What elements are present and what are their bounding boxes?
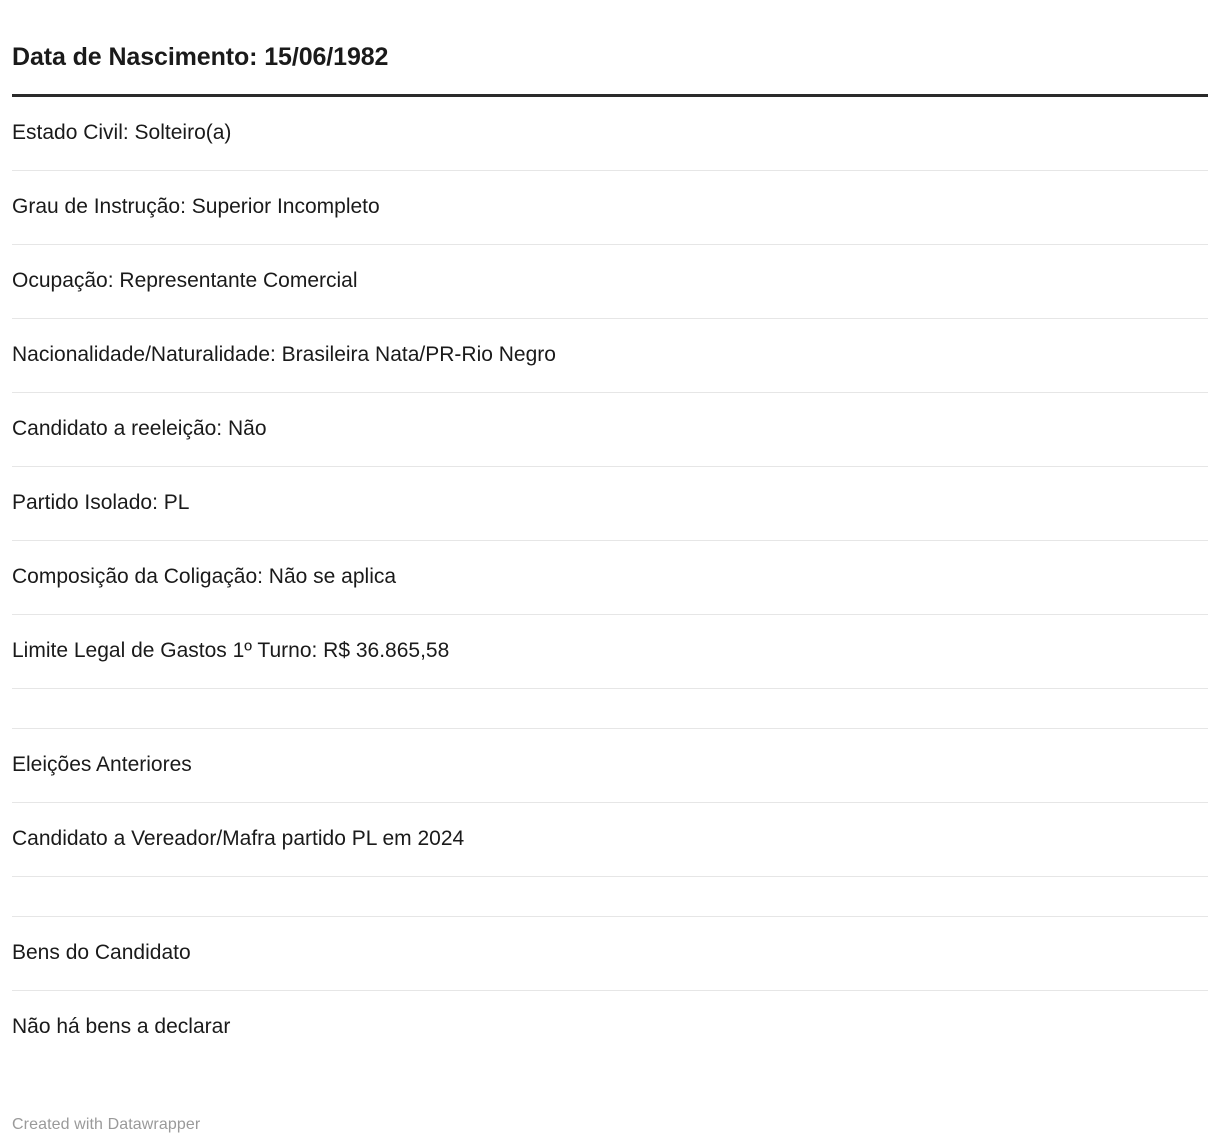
table-row xyxy=(12,615,1208,689)
table-cell: Não há bens a declarar xyxy=(12,1015,231,1039)
table-row xyxy=(12,803,1208,877)
section-label: Bens do Candidato xyxy=(12,940,191,964)
table-cell: Candidato a reeleição: Não xyxy=(12,416,267,440)
table-cell: Nacionalidade/Naturalidade: Brasileira Nata/PR-Rio Negro xyxy=(12,342,556,366)
table-row xyxy=(12,541,1208,615)
datawrapper-credit: Created with Datawrapper xyxy=(12,1116,201,1133)
table-cell: Estado Civil: Solteiro(a) xyxy=(12,120,232,144)
table-row xyxy=(12,171,1208,245)
table-row xyxy=(12,917,1208,991)
table-row xyxy=(12,467,1208,541)
table-cell: Grau de Instrução: Superior Incompleto xyxy=(12,194,380,218)
table-row xyxy=(12,319,1208,393)
table-cell: Candidato a Vereador/Mafra partido PL em 2024 xyxy=(12,826,465,850)
table-row xyxy=(12,97,1208,171)
table-row-spacer xyxy=(12,689,1208,729)
table-cell: Partido Isolado: PL xyxy=(12,490,190,514)
section-label: Eleições Anteriores xyxy=(12,752,192,776)
page-title: Data de Nascimento: 15/06/1982 xyxy=(12,43,389,71)
table-cell: Ocupação: Representante Comercial xyxy=(12,268,358,292)
table-row xyxy=(12,393,1208,467)
table-row-spacer xyxy=(12,877,1208,917)
table-row xyxy=(12,729,1208,803)
table-cell: Limite Legal de Gastos 1º Turno: R$ 36.865,58 xyxy=(12,638,450,662)
table-cell: Composição da Coligação: Não se aplica xyxy=(12,564,397,588)
table-body xyxy=(12,97,1208,1065)
table-row xyxy=(12,245,1208,319)
table-row xyxy=(12,991,1208,1065)
